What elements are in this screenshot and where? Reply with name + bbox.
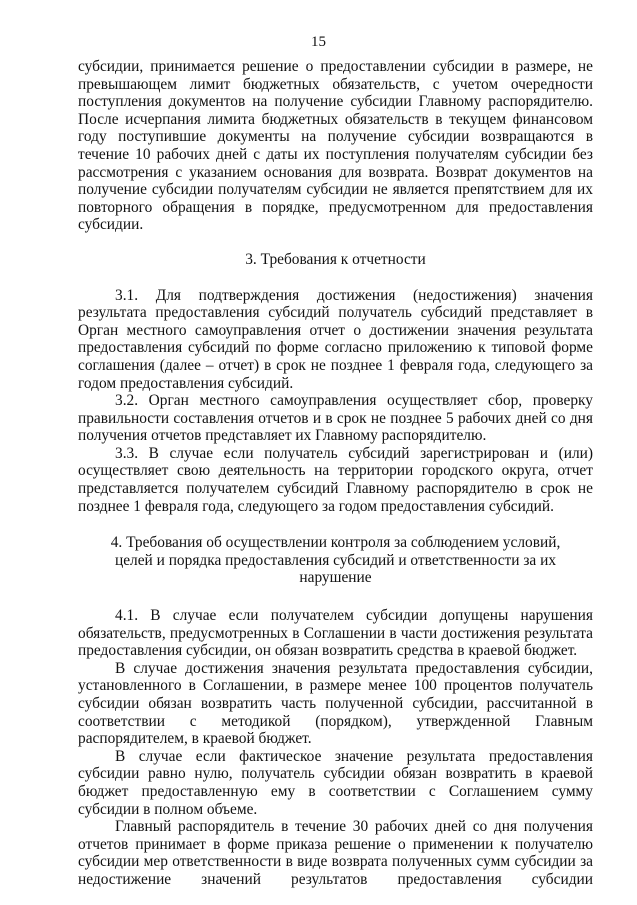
document-body <box>78 58 593 889</box>
section-4-title-line-1: 4. Требования об осуществлении контроля за соблюдением условий, <box>110 534 561 552</box>
page-number: 15 <box>311 34 326 50</box>
section-3-title: 3. Требования к отчетности <box>245 250 426 268</box>
paragraph-4-main-administrator: Главный распорядитель в течение 30 рабочих дней со дня получения отчетов принимает в форме приказа решение о применении к получателю субсидии мер ответственности в виде возврата полученных сумм субсидии за недостижение значений результатов предоставления субсидии <box>78 818 593 888</box>
paragraph-3-3: 3.3. В случае если получатель субсидий зарегистрирован и (или) осуществляет свою деятельность на территории городского округа, отчет представляется получателем субсидий Главному распорядителю в срок не позднее 1 февраля года, следующего за годом предоставления субсидий. <box>78 444 593 515</box>
paragraph-3-2: 3.2. Орган местного самоуправления осуществляет сбор, проверку правильности составления отчетов и в срок не позднее 5 рабочих дней со дня получения отчетов представляет их Главному распорядителю. <box>78 392 593 445</box>
intro-paragraph: субсидии, принимается решение о предоставлении субсидии в размере, не превышающем лимит бюджетных обязательств, с учетом очередности поступления документов на получение субсидии Главному распорядителю. После исчерпания лимита бюджетных обязательств в текущем финансовом году поступившие документы на получение субсидии возвращаются в течение 10 рабочих дней с даты их поступления получателям субсидии без рассмотрения с указанием основания для возврата. Возврат документов на получение субсидии получателям субсидии не является препятствием для их повторного обращения в порядке, предусмотренном для предоставления субсидии. <box>78 58 593 234</box>
paragraph-4-partial: В случае достижения значения результата предоставления субсидии, установленного в Соглашении, в размере менее 100 процентов получатель субсидии обязан возвратить часть полученной субсидии, рассчитанной в соответствии с методикой (порядком), утвержденной Главным распорядителем, в краевой бюджет. <box>78 659 593 748</box>
paragraph-3-1: 3.1. Для подтверждения достижения (недостижения) значения результата предоставления субсидий получатель субсидий представляет в Орган местного самоуправления отчет о достижении значения результата предоставления субсидий по форме согласно приложению к типовой форме соглашения (далее – отчет) в срок не позднее 1 февраля года, следующего за годом предоставления субсидий. <box>78 286 593 392</box>
paragraph-4-1: 4.1. В случае если получателем субсидии допущены нарушения обязательств, предусмотренных в Соглашении в части достижения результата предоставления субсидии, он обязан возвратить средства в краевой бюджет. <box>78 607 593 660</box>
paragraph-4-zero-result: В случае если фактическое значение результата предоставления субсидии равно нулю, получатель субсидии обязан возвратить в краевой бюджет предоставленную ему в соответствии с Соглашением сумму субсидии в полном объеме. <box>78 747 593 818</box>
section-4-title-line-2: целей и порядка предоставления субсидий и ответственности за их нарушение <box>114 551 557 587</box>
